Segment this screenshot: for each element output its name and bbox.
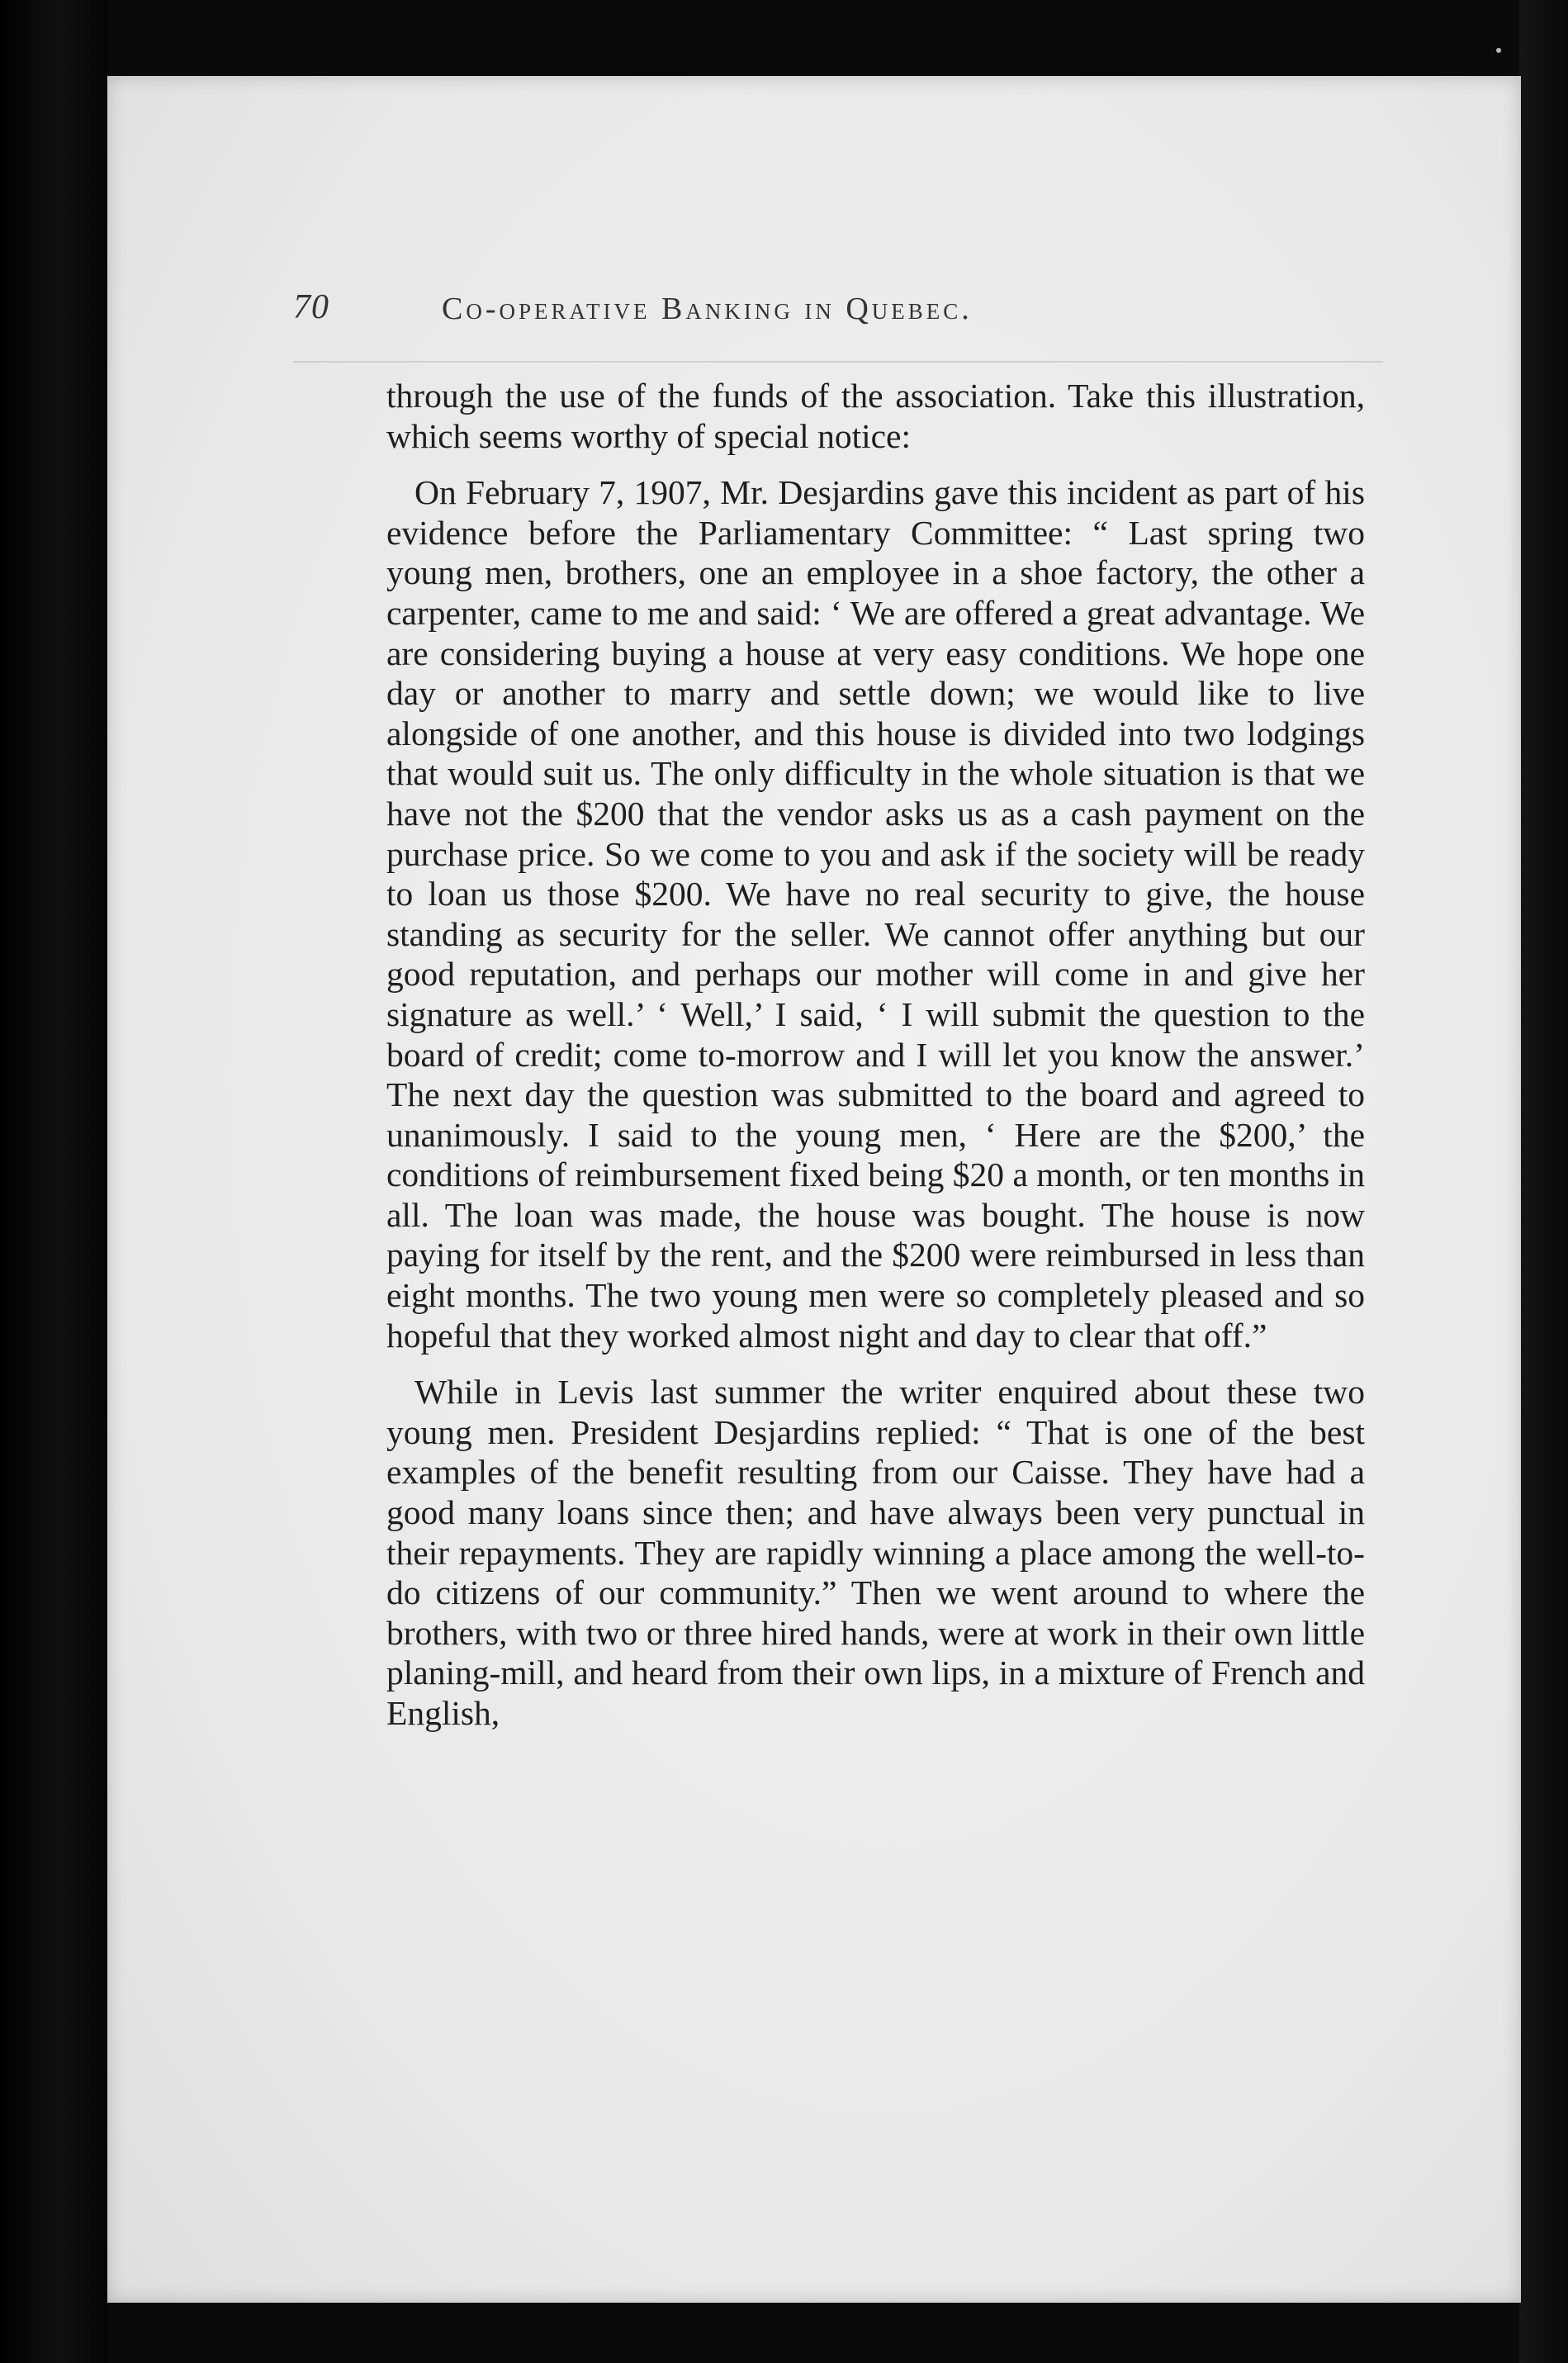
running-title: Co-operative Banking in Quebec.	[442, 292, 973, 326]
header-rule	[293, 361, 1383, 363]
running-head	[293, 287, 1226, 345]
page-number: 70	[293, 288, 329, 326]
paragraph-2: On February 7, 1907, Mr. Desjardins gave this incident as part of his evidence before the Parliamentary Committee: “ Last spring two young men, brothers, one an employee in a shoe factory, the other a carpenter, came to me and said: ‘ We are offered a great advantage. We are considering buying a house at very easy conditions. We hope one day or another to marry and settle down; we would like to live alongside of one another, and this house is divided into two lodgings that would suit us. The only difficulty in the whole situation is that we have not the $200 that the vendor asks us as a cash payment on the purchase price. So we come to you and ask if the society will be ready to loan us those $200. We have no real security to give, the house standing as security for the seller. We cannot offer anything but our good reputation, and perhaps our mother will come in and give her signature as well.’ ‘ Well,’ I said, ‘ I will submit the question to the board of credit; come to-morrow and I will let you know the answer.’ The next day the question was submitted to the board and agreed to unanimously. I said to the young men, ‘ Here are the $200,’ the conditions of reimbursement fixed being $20 a month, or ten months in all. The loan was made, the house was bought. The house is now paying for itself by the rent, and the $200 were reimbursed in less than eight months. The two young men were so completely pleased and so hopeful that they worked almost night and day to clear that off.”	[386, 473, 1365, 1355]
scan-left-margin	[0, 0, 107, 2363]
paragraph-1: through the use of the funds of the association. Take this illustration, which seems worthy of special notice:	[386, 377, 1365, 455]
scan-speck	[1496, 48, 1501, 53]
scan-right-margin	[1519, 0, 1568, 2363]
paragraph-gap	[386, 1355, 1365, 1372]
paragraph-gap	[386, 456, 1365, 472]
body-text	[386, 376, 1365, 1734]
paragraph-3: While in Levis last summer the writer enquired about these two young men. President Desjardins replied: “ That is one of the best examples of the benefit resulting from our Caisse. They have had a good many loans since then; and have always been very punctual in their repayments. They are rapidly winning a place among the well-to-do citizens of our community.” Then we went around to where the brothers, with two or three hired hands, were at work in their own little planing-mill, and heard from their own lips, in a mixture of French and English,	[386, 1373, 1365, 1732]
